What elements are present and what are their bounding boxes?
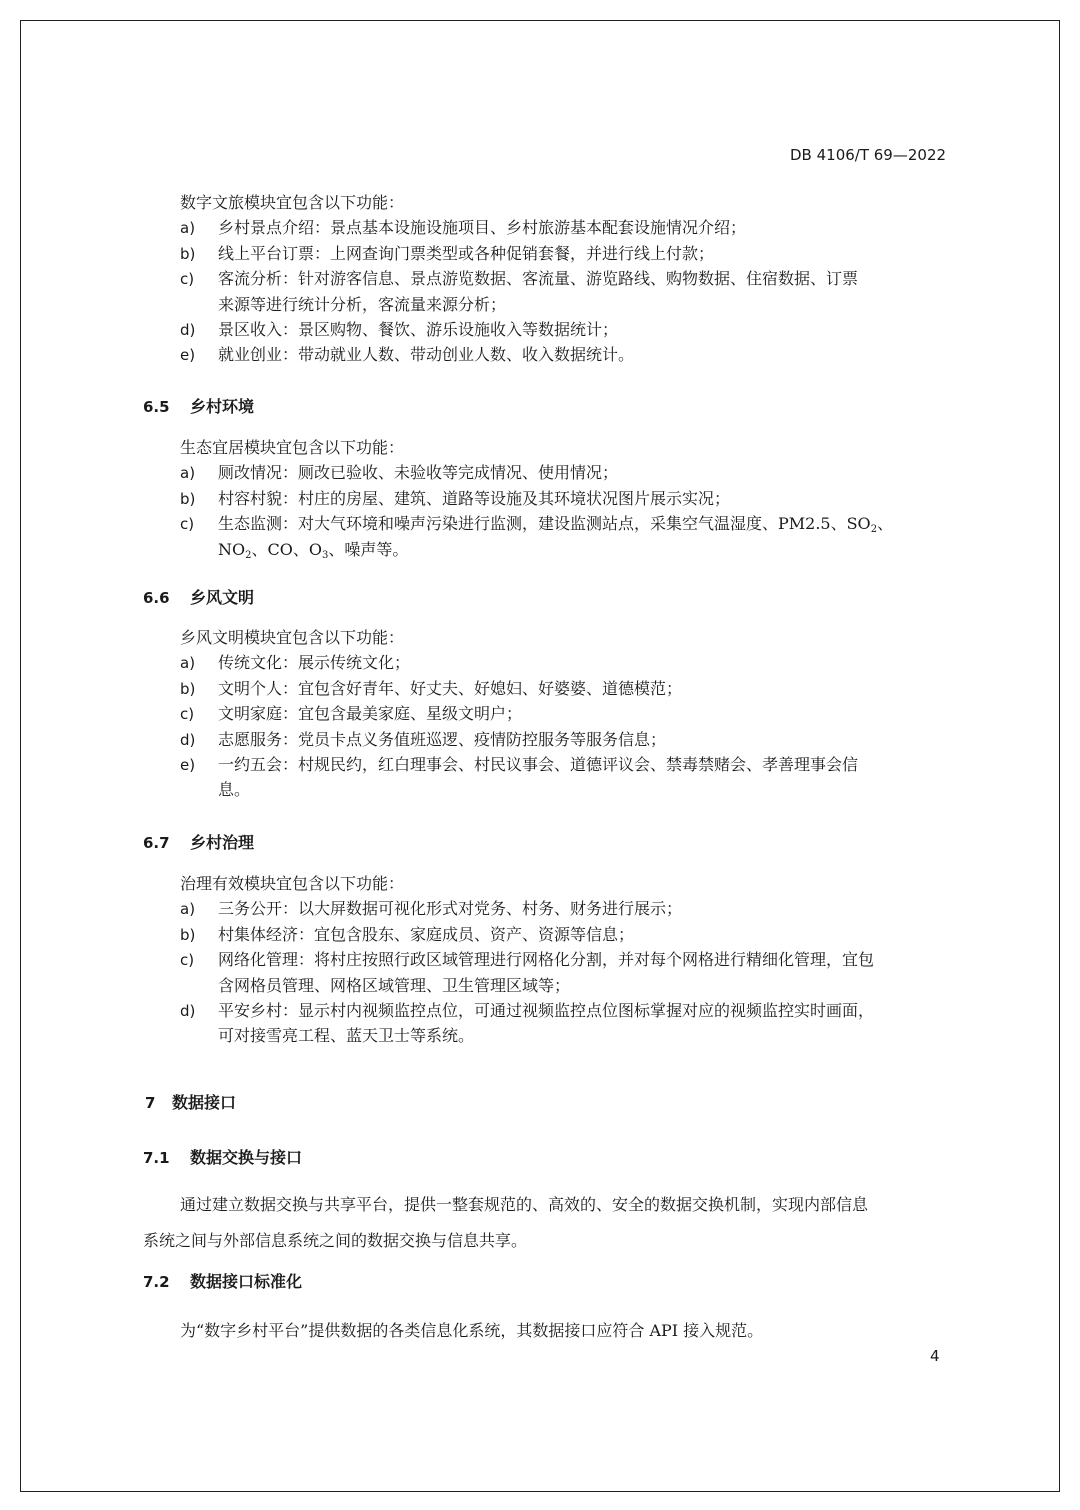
sec66-item-text: 息。 <box>218 780 251 800</box>
sec66-item-marker: e) <box>180 756 196 774</box>
sec65-item-text: $NO_2$、CO、$O_3$、噪声等。 <box>218 539 409 561</box>
sec66-item-text: 文明家庭：宜包含最美家庭、星级文明户； <box>218 704 523 724</box>
sec71-title: 数据交换与接口 <box>190 1148 303 1167</box>
sec64-item-text: 线上平台订票：上网查询门票类型或各种促销套餐，并进行线上付款； <box>218 243 715 263</box>
sec66-item-marker: a) <box>180 654 196 673</box>
page-number: 4 <box>930 1347 940 1365</box>
sec66-item-text: 文明个人：宜包含好青年、好丈夫、好媳妇、好婆婆、道德模范； <box>218 678 683 698</box>
sec66-item-marker: b) <box>180 679 196 698</box>
sec65-item-marker: a) <box>180 464 196 483</box>
sec64-item-marker: d) <box>180 321 196 339</box>
sec65-item-text: 村容村貌：村庄的房屋、建筑、道路等设施及其环境状况图片展示实况； <box>218 488 731 508</box>
sec65-intro: 生态宜居模块宜包含以下功能： <box>180 438 405 457</box>
sec65-item-marker: b) <box>180 489 196 508</box>
sec65-number: 6.5 <box>143 398 170 416</box>
sec67-item-marker: d) <box>180 1002 196 1020</box>
sec65-item-text: 厕改情况：厕改已验收、未验收等完成情况、使用情况； <box>218 463 619 483</box>
sec66-intro: 乡风文明模块宜包含以下功能： <box>180 628 405 647</box>
sec64-item-text: 客流分析：针对游客信息、景点游览数据、客流量、游览路线、购物数据、住宿数据、订票 <box>218 269 859 289</box>
sec71-paragraph: 通过建立数据交换与共享平台，提供一整套规范的、高效的、安全的数据交换机制，实现内部信息 <box>180 1195 869 1214</box>
sec67-item-marker: a) <box>180 900 196 919</box>
sec64-item-marker: b) <box>180 244 196 263</box>
sec66-item-marker: d) <box>180 730 196 749</box>
sec64-item-marker: c) <box>180 270 195 289</box>
sec64-intro: 数字文旅模块宜包含以下功能： <box>180 193 405 212</box>
sec7-title: 数据接口 <box>172 1093 237 1112</box>
sec71-paragraph: 系统之间与外部信息系统之间的数据交换与信息共享。 <box>143 1231 528 1250</box>
sec72-number: 7.2 <box>143 1273 170 1291</box>
sec7-number: 7 <box>145 1094 156 1112</box>
sec65-item-text: 生态监测：对大气环境和噪声污染进行监测，建设监测站点，采集空气温湿度、PM2.5、$SO_2$、 <box>218 514 894 536</box>
sec65-title: 乡村环境 <box>190 397 255 416</box>
sec64-item-text: 乡村景点介绍：景点基本设施设施项目、乡村旅游基本配套设施情况介绍； <box>218 218 747 238</box>
sec67-item-text: 平安乡村：显示村内视频监控点位，可通过视频监控点位图标掌握对应的视频监控实时画面， <box>218 1001 875 1020</box>
sec72-paragraph: 为“数字乡村平台”提供数据的各类信息化系统，其数据接口应符合 API 接入规范。 <box>180 1321 764 1340</box>
sec67-number: 6.7 <box>143 834 170 852</box>
sec67-item-text: 可对接雪亮工程、蓝天卫士等系统。 <box>218 1026 475 1046</box>
sec71-number: 7.1 <box>143 1149 170 1167</box>
sec67-item-text: 村集体经济：宜包含股东、家庭成员、资产、资源等信息； <box>218 924 635 944</box>
sec67-item-marker: c) <box>180 951 195 970</box>
sec64-item-text: 就业创业：带动就业人数、带动创业人数、收入数据统计。 <box>218 345 635 365</box>
sec67-item-text: 网络化管理：将村庄按照行政区域管理进行网格化分割，并对每个网格进行精细化管理，宜包 <box>218 950 875 970</box>
sec67-title: 乡村治理 <box>190 833 255 852</box>
document-code: DB 4106/T 69—2022 <box>790 146 947 164</box>
sec67-item-text: 三务公开：以大屏数据可视化形式对党务、村务、财务进行展示； <box>218 899 683 919</box>
sec66-number: 6.6 <box>143 589 170 607</box>
sec64-item-text: 景区收入：景区购物、餐饮、游乐设施收入等数据统计； <box>218 320 619 339</box>
sec67-intro: 治理有效模块宜包含以下功能： <box>180 874 405 893</box>
sec66-item-text: 志愿服务：党员卡点义务值班巡逻、疫情防控服务等服务信息； <box>218 729 667 749</box>
sec64-item-marker: a) <box>180 219 196 238</box>
sec66-item-marker: c) <box>180 705 195 724</box>
sec64-item-marker: e) <box>180 346 196 365</box>
sec72-title: 数据接口标准化 <box>190 1272 303 1291</box>
sec67-item-text: 含网格员管理、网格区域管理、卫生管理区域等； <box>218 975 571 995</box>
sec64-item-text: 来源等进行统计分析，客流量来源分析； <box>218 294 507 314</box>
sec65-item-marker: c) <box>180 515 195 534</box>
sec67-item-marker: b) <box>180 925 196 944</box>
sec66-item-text: 一约五会：村规民约，红白理事会、村民议事会、道德评议会、禁毒禁赌会、孝善理事会信 <box>218 755 859 774</box>
sec66-item-text: 传统文化：展示传统文化； <box>218 653 411 673</box>
sec66-title: 乡风文明 <box>190 588 255 607</box>
